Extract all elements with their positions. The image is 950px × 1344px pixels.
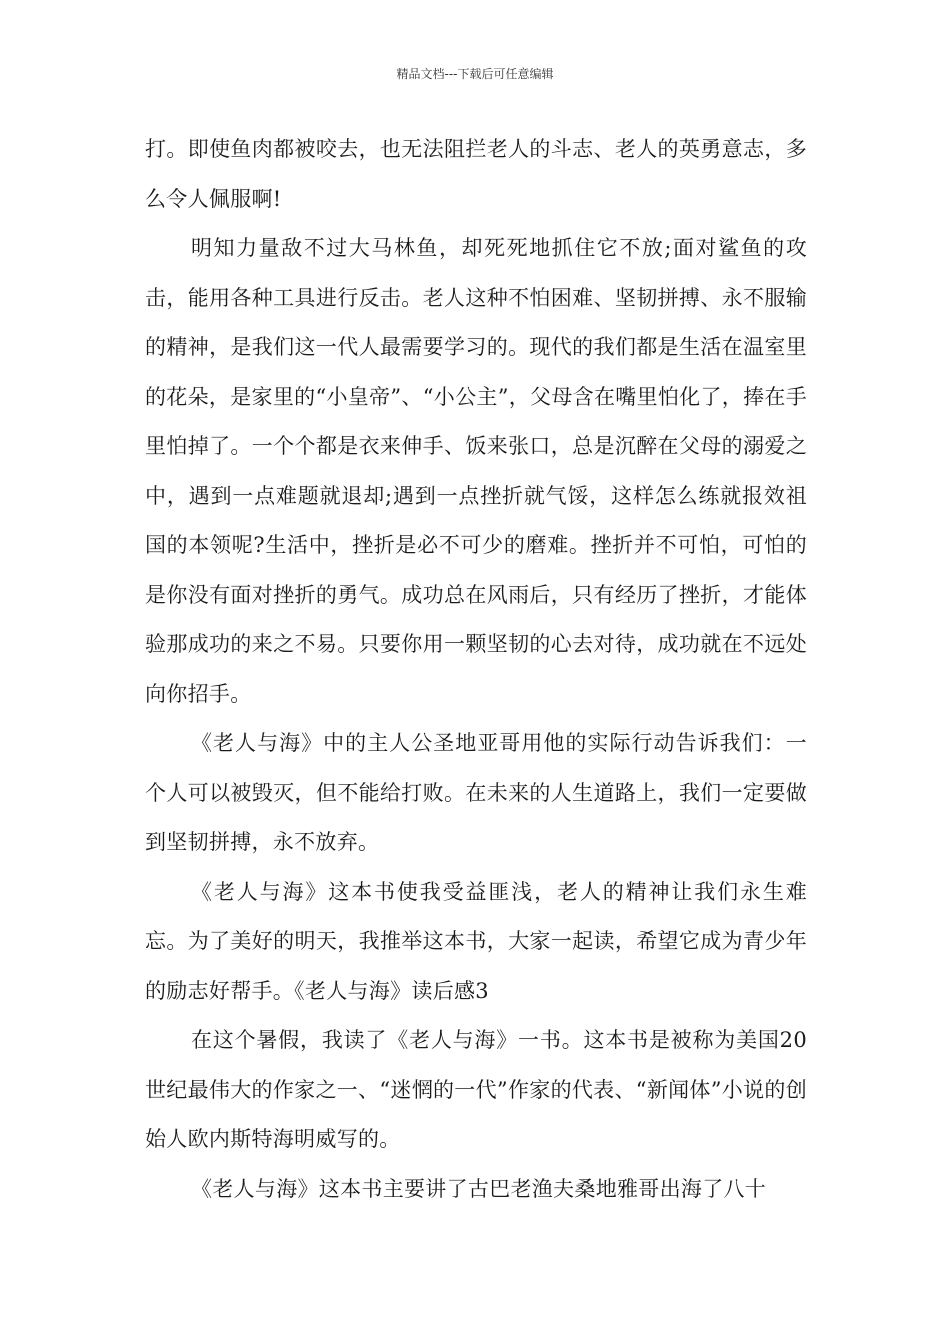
paragraph-6: 《老人与海》这本书主要讲了古巴老渔夫桑地雅哥出海了八十 [191, 1176, 767, 1201]
paragraph-3: 《老人与海》中的主人公圣地亚哥用他的实际行动告诉我们：一个人可以被毁灭，但不能给打败。在未来的人生道路上，我们一定要做到坚韧拼搏，永不放弃。 [145, 731, 807, 854]
paragraph-4: 《老人与海》这本书使我受益匪浅，老人的精神让我们永生难忘。为了美好的明天，我推举这本书，大家一起读，希望它成为青少年的励志好帮手。《老人与海》读后感3 [145, 879, 807, 1003]
paragraph-5: 在这个暑假，我读了《老人与海》一书。这本书是被称为美国20世纪最伟大的作家之一、“迷惘的一代”作家的代表、“新闻体”小说的创始人欧内斯特海明威写的。 [145, 1028, 807, 1151]
paragraph-2: 明知力量敌不过大马林鱼，却死死地抓住它不放;面对鲨鱼的攻击，能用各种工具进行反击。老人这种不怕困难、坚韧拼搏、永不服输的精神，是我们这一代人最需要学习的。现代的我们都是生活在温室里的花朵，是家里的“小皇帝”、“小公主”，父母含在嘴里怕化了，捧在手里怕掉了。一个个都是衣来伸手、饭来张口，总是沉醉在父母的溺爱之中，遇到一点难题就退却;遇到一点挫折就气馁，这样怎么练就报效祖国的本领呢?生活中，挫折是必不可少的磨难。挫折并不可怕，可怕的是你没有面对挫折的勇气。成功总在风雨后，只有经历了挫折，才能体验那成功的来之不易。只要你用一颗坚韧的心去对待，成功就在不远处向你招手。 [145, 236, 807, 706]
paragraph-1: 打。即使鱼肉都被咬去，也无法阻拦老人的斗志、老人的英勇意志，多么令人佩服啊! [145, 137, 807, 211]
document-body [145, 125, 807, 1214]
page-header: 精品文档---下载后可任意编辑 [396, 67, 554, 81]
